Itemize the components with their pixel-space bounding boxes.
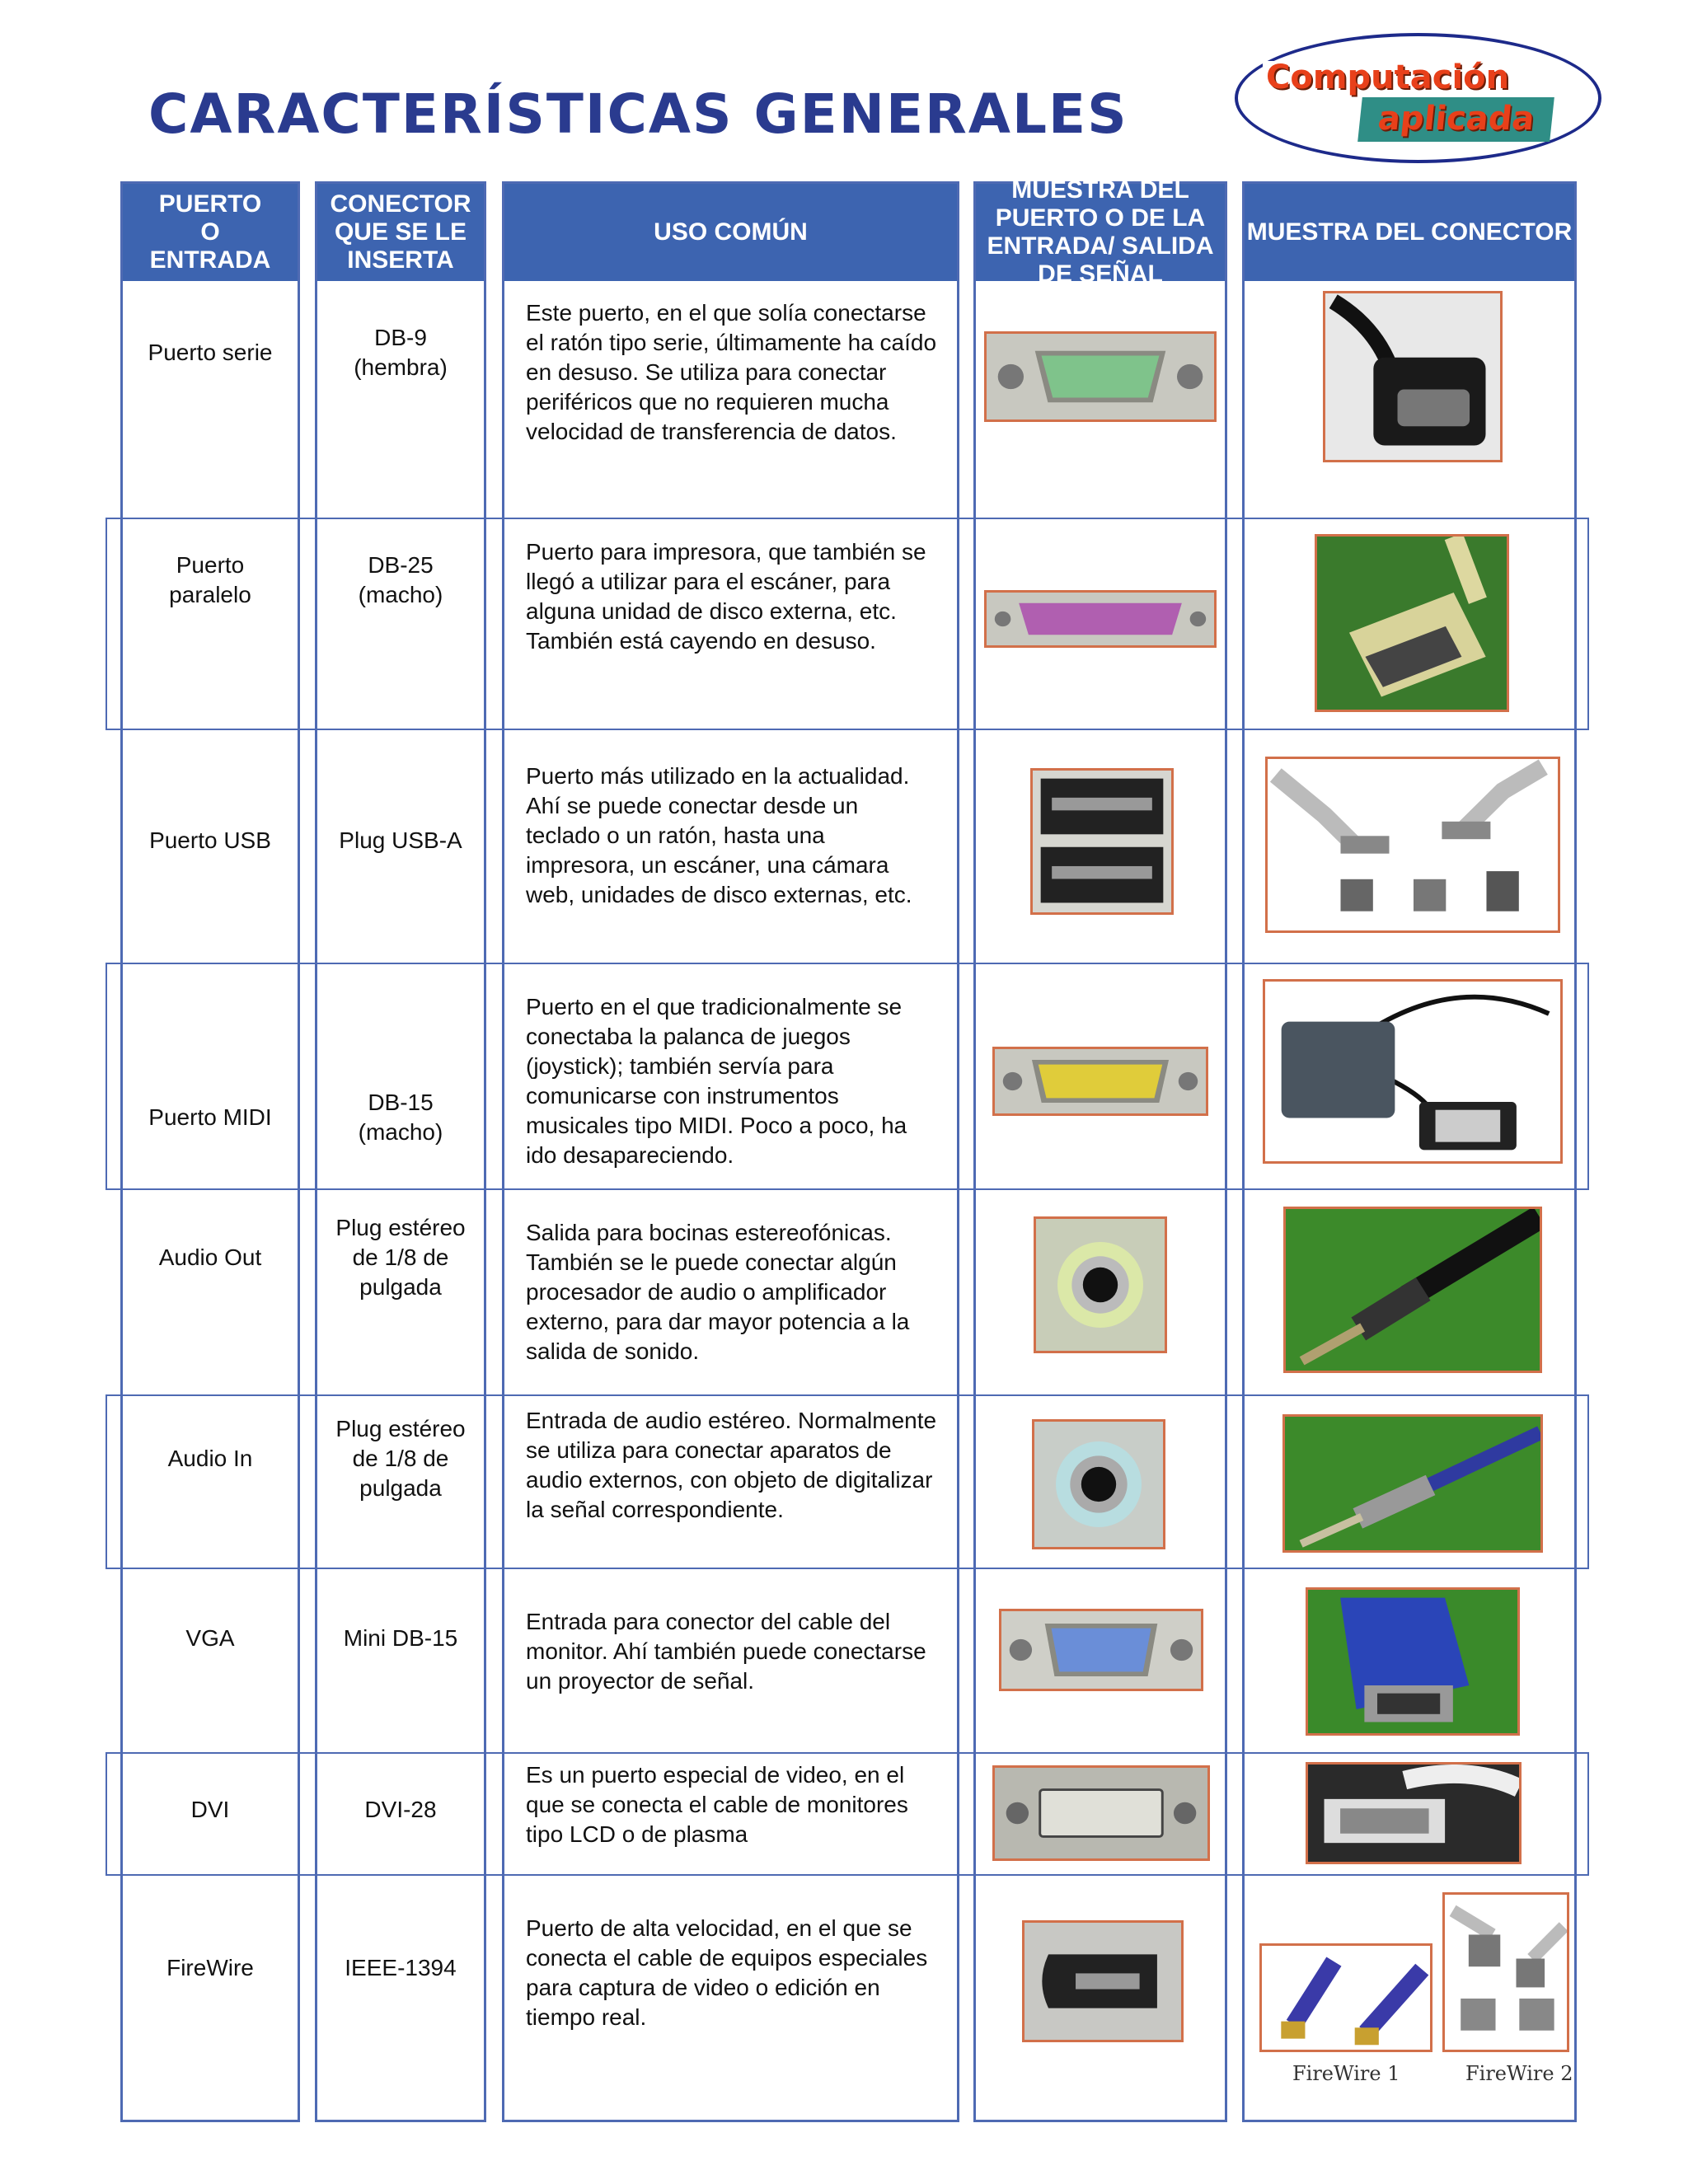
row-port-label: Puerto paralelo <box>169 552 251 607</box>
row-connector-label: DB-15 (macho) <box>358 1090 443 1145</box>
row-port-label: FireWire <box>166 1955 254 1980</box>
row-connector-label: IEEE-1394 <box>345 1955 457 1980</box>
parallel-cable-photo <box>1315 534 1509 712</box>
audio-out-plug-photo <box>1283 1207 1542 1373</box>
row-use-text: Entrada para conector del cable del monitor. Ahí también puede conectarse un proyector de señal. <box>526 1609 926 1694</box>
midi-port-photo <box>992 1047 1208 1116</box>
row-use-text: Salida para bocinas estereofónicas. También se le puede conectar algún procesador de audio o amplificador externo, para dar mayor potencia a la salida de sonido. <box>526 1220 910 1364</box>
column-port <box>120 181 300 2122</box>
row-port-label: Puerto USB <box>149 827 271 853</box>
firewire-2-cable-photo <box>1442 1892 1569 2052</box>
header-connector-sample: MUESTRA DEL CONECTOR <box>1245 184 1574 281</box>
audio-out-port-photo <box>1034 1216 1167 1353</box>
brand-logo <box>1235 33 1601 163</box>
header-port: PUERTO O ENTRADA <box>123 184 298 281</box>
page-title: CARACTERÍSTICAS GENERALES <box>148 82 1128 146</box>
row-connector-label: Plug USB-A <box>339 827 462 853</box>
usb-port-photo <box>1030 768 1174 915</box>
row-port-label: Audio In <box>167 1446 253 1471</box>
vga-port-photo <box>999 1609 1203 1691</box>
row-use-text: Este puerto, en el que solía conectarse el ratón tipo serie, últimamente ha caído en desuso. Se utiliza para conectar periféricos que no requieren mucha velocidad de transferencia de datos. <box>526 300 937 444</box>
row-use-text: Puerto para impresora, que también se llegó a utilizar para el escáner, para alguna unidad de disco externa, etc. También está cayendo en desuso. <box>526 539 926 654</box>
column-connector <box>315 181 486 2122</box>
row-connector-label: DB-9 (hembra) <box>354 325 448 380</box>
dvi-cable-photo <box>1306 1762 1522 1864</box>
row-port-label: Puerto serie <box>148 340 273 365</box>
logo-line-1: Computación <box>1263 61 1512 94</box>
audio-in-port-photo <box>1032 1419 1165 1549</box>
parallel-port-photo <box>984 590 1217 648</box>
firewire-1-caption: FireWire 1 <box>1292 2062 1400 2085</box>
row-connector-label: DVI-28 <box>364 1797 437 1822</box>
row-port-label: Puerto MIDI <box>148 1104 272 1130</box>
dvi-port-photo <box>992 1765 1210 1861</box>
row-port-label: DVI <box>190 1797 230 1822</box>
vga-cable-photo <box>1306 1587 1520 1736</box>
firewire-1-cable-photo <box>1259 1943 1432 2052</box>
row-use-text: Puerto en el que tradicionalmente se conectaba la palanca de juegos (joystick); también servía para comunicarse con instrumentos musicales tipo MIDI. Poco a poco, ha ido desapareciendo. <box>526 994 907 1168</box>
serial-port-photo <box>984 331 1217 422</box>
row-port-label: VGA <box>185 1625 235 1651</box>
row-use-text: Es un puerto especial de video, en el que se conecta el cable de monitores tipo LCD o de plasma <box>526 1762 908 1847</box>
row-connector-label: DB-25 (macho) <box>358 552 443 607</box>
header-connector: CONECTOR QUE SE LE INSERTA <box>317 184 484 281</box>
row-use-text: Entrada de audio estéreo. Normalmente se utiliza para conectar aparatos de audio externos, con objeto de digitalizar la señal correspondiente. <box>526 1408 937 1522</box>
header-port-sample: MUESTRA DEL PUERTO O DE LA ENTRADA/ SALIDA DE SEÑAL <box>976 184 1225 281</box>
row-use-text: Puerto más utilizado en la actualidad. Ahí se puede conectar desde un teclado o un ratón, hasta una impresora, un escáner, una cámara web, unidades de disco externas, etc. <box>526 763 912 907</box>
firewire-port-photo <box>1022 1920 1184 2042</box>
row-connector-label: Mini DB-15 <box>343 1625 458 1651</box>
firewire-2-caption: FireWire 2 <box>1465 2062 1573 2085</box>
serial-cable-photo <box>1323 291 1503 462</box>
audio-in-plug-photo <box>1282 1414 1543 1553</box>
row-connector-label: Plug estéreo de 1/8 de pulgada <box>335 1215 466 1300</box>
midi-cable-photo <box>1263 979 1563 1164</box>
row-port-label: Audio Out <box>158 1244 262 1270</box>
logo-line-2: aplicada <box>1357 97 1554 142</box>
row-use-text: Puerto de alta velocidad, en el que se conecta el cable de equipos especiales para captura de video o edición en tiempo real. <box>526 1915 928 2030</box>
row-connector-label: Plug estéreo de 1/8 de pulgada <box>335 1416 466 1501</box>
header-use: USO COMÚN <box>504 184 957 281</box>
usb-cable-photo <box>1265 757 1560 933</box>
